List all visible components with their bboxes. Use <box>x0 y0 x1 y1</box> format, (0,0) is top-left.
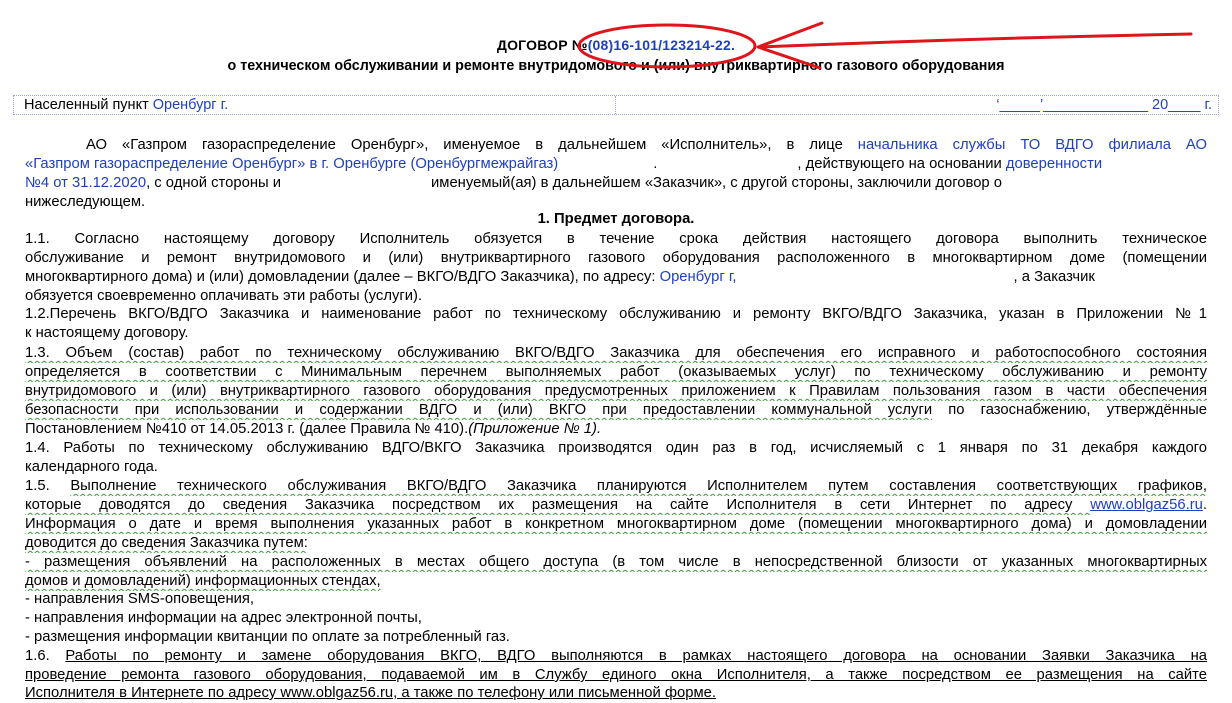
clause-1-6-text-1: Работы по ремонту и замене оборудования ВКГО, ВДГО выполняются в рамках настоящего договора на основании Заявки Заказчика на <box>65 648 1207 664</box>
clause-1-6-line-3 <box>25 684 1207 703</box>
intro-dot: . <box>653 156 658 172</box>
clause-1-5-dot: . <box>1202 497 1207 513</box>
clause-1-5-line-6 <box>25 572 1207 591</box>
executor-position: начальника службы ТО ВДГО филиала АО <box>857 137 1207 153</box>
intro-customer: именуемый(ая) в дальнейшем «Заказчик», с другой стороны, заключили договор о <box>431 175 1002 191</box>
clause-1-5-line-3 <box>25 515 1207 534</box>
website-link[interactable]: www.oblgaz56.ru <box>1090 497 1203 513</box>
clause-1-3-line-2 <box>25 363 1207 382</box>
contract-number: (08)16-101/123214-22. <box>587 37 736 53</box>
clause-1-6-num: 1.6. <box>25 648 66 664</box>
contract-title-prefix: ДОГОВОР № <box>496 37 588 53</box>
locality-date-row <box>13 95 1219 115</box>
intro-basis: , действующего на основании <box>797 156 1006 172</box>
intro-line-3 <box>25 174 1207 193</box>
clause-1-3-text-4b: по газоснабжению, утверждённые <box>932 402 1207 418</box>
intro-side: , с одной стороны и <box>146 175 282 191</box>
clause-1-6-line-1 <box>25 647 1207 666</box>
section-1-title: 1. Предмет договора. <box>537 211 695 227</box>
clause-1-2-line-1: 1.2.Перечень ВКГО/ВДГО Заказчика и наименование работ по техническому обслуживанию и ремонту ВКГО/ВДГО Заказчика, указан в Приложении №1 <box>25 306 1207 322</box>
clause-1-1-line-1: 1.1. Согласно настоящему договору Исполнитель обязуется в течение срока действия настоящего договора выполнить техническое <box>25 231 1207 247</box>
clause-1-5-text-2: которые доводятся до сведения Заказчика посредством их размещения на сайте Исполнителя в сети Интернет по адресу <box>25 497 1091 513</box>
appendix-ref: (Приложение № 1). <box>468 421 602 437</box>
clause-1-5-line-7: - направления SMS-оповещения, <box>25 591 255 607</box>
clause-1-1-line-4: обязуется своевременно оплачивать эти работы (услуги). <box>25 288 423 304</box>
clause-1-3-text-3: внутридомового и (или) внутриквартирного газового оборудования предусмотренных приложением к Правилам пользования газом в части обеспечения <box>25 383 1207 399</box>
clause-1-3-line-4 <box>25 401 1207 420</box>
locality <box>24 97 228 113</box>
clause-1-4-line-1: 1.4. Работы по техническому обслуживанию ВДГО/ВКГО Заказчика производятся один раз в год, исчисляемый с 1 января по 31 декабря каждого <box>25 440 1207 456</box>
clause-1-1-line-2: обслуживание и ремонт внутридомового и (или) внутриквартирного газового оборудования расположенного в многоквартирном доме (помещении <box>25 250 1207 266</box>
clause-1-3-line-5 <box>25 420 1207 439</box>
clause-1-5-text-1: Выполнение технического обслуживания ВКГО/ВДГО Заказчика планируются Исполнителем путем составления соответствующих графиков, <box>70 478 1207 494</box>
clause-1-3-line-3 <box>25 382 1207 401</box>
clause-1-4-line-2: календарного года. <box>25 459 158 475</box>
clause-1-3-line-1 <box>25 344 1207 363</box>
clause-1-5-text-6: домов и домовладений) информационных стендах, <box>25 573 381 589</box>
contract-title <box>0 37 1232 53</box>
clause-1-6-text-2: проведение ремонта газового оборудования, подаваемой им в Службу единого окна Исполнителя, а также посредством ее размещения на сайте <box>25 667 1207 683</box>
clause-1-3-text-4: безопасности при использовании и содержании ВДГО и (или) ВКГО при предоставлении коммунальной услуги <box>25 402 933 418</box>
clause-1-5-line-9: - размещения информации квитанции по оплате за потребленный газ. <box>25 629 510 645</box>
clause-1-1-tail: , а Заказчик <box>1013 269 1095 285</box>
clause-1-5-line-4 <box>25 534 1207 553</box>
clause-1-6-line-2 <box>25 666 1207 685</box>
clause-1-5-line-2 <box>25 496 1207 515</box>
executor-branch: «Газпром газораспределение Оренбург» в г. Оренбурге (Оренбургмежрайгаз) <box>25 156 559 172</box>
power-of-attorney: №4 от 31.12.2020 <box>25 175 147 191</box>
contract-date: ‘_____’_____________ 20____ г. <box>996 97 1212 113</box>
clause-1-5-text-4: доводится до сведения Заказчика путем: <box>25 535 308 551</box>
clause-1-3-text-2: определяется в соответствии с Минимальным перечнем выполняемых работ (оказываемых услуг) по техническому обслуживанию и ремонту <box>25 364 1207 380</box>
contract-subtitle: о техническом обслуживании и ремонте внутридомового и (или) внутриквартирного газового оборудования <box>227 58 1005 74</box>
intro-line-1 <box>25 136 1207 155</box>
clause-1-5-line-1 <box>25 477 1207 496</box>
row-divider <box>615 96 616 114</box>
clause-1-5-text-5: - размещения объявлений на расположенных в местах общего доступа (в том числе в непосредственной близости от указанных многоквартирных <box>25 554 1207 570</box>
intro-line-4: нижеследующем. <box>25 194 146 210</box>
intro-text: АО «Газпром газораспределение Оренбург», именуемое в дальнейшем «Исполнитель», в лице <box>86 137 858 153</box>
clause-1-1-line-3 <box>25 268 1207 287</box>
clause-1-6-text-3: Исполнителя в Интернете по адресу www.oblgaz56.ru, а также по телефону или письменной форме. <box>25 685 717 701</box>
intro-line-2 <box>25 155 1207 174</box>
clause-1-5-line-5 <box>25 553 1207 572</box>
clause-1-2-line-2: к настоящему договору. <box>25 325 189 341</box>
locality-label: Населенный пункт <box>24 97 153 113</box>
basis-document: доверенности <box>1005 156 1103 172</box>
clause-1-5-num: 1.5. <box>25 478 71 494</box>
clause-1-5-text-3: Информация о дате и время выполнения указанных работ в конкретном многоквартирном доме (помещении многоквартирного дома) и домовладении <box>25 516 1207 532</box>
clause-1-3-text-5: Постановлением №410 от 14.05.2013 г. (далее Правила № 410). <box>25 421 469 437</box>
customer-address: Оренбург г, <box>659 269 737 285</box>
clause-1-3-text-1: 1.3. Объем (состав) работ по техническому обслуживанию ВКГО/ВДГО Заказчика для обеспечения его исправного и работоспособного состояния <box>25 345 1207 361</box>
clause-1-1-text: многоквартирного дома) и (или) домовладении (далее – ВКГО/ВДГО Заказчика), по адресу: <box>25 269 660 285</box>
clause-1-5-line-8: - направления информации на адрес электронной почты, <box>25 610 422 626</box>
locality-value: Оренбург г. <box>152 97 229 113</box>
